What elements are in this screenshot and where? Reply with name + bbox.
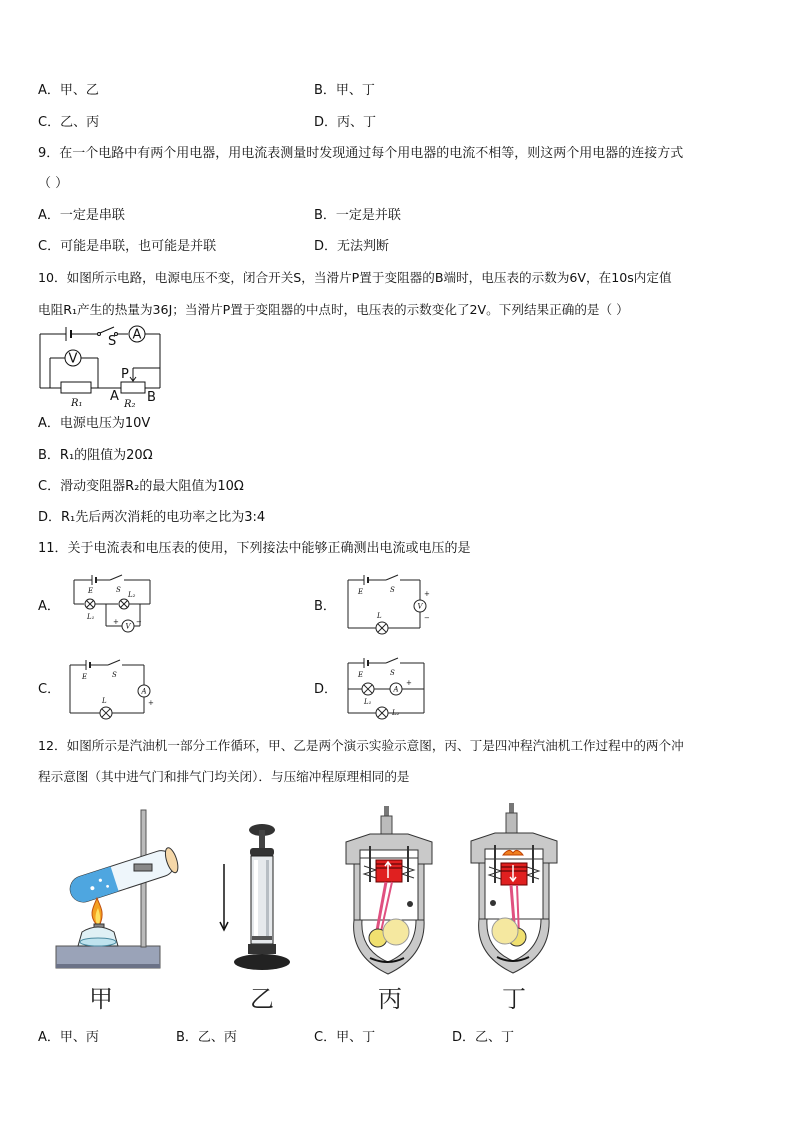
q11-circuit-d — [344, 657, 434, 723]
q11b-v-label: V — [417, 602, 423, 611]
q11a-plus-label: + — [113, 618, 119, 626]
q9-option-d[interactable]: D．无法判断 — [314, 239, 390, 254]
q11a-s-label: S — [116, 586, 121, 594]
q11c-s-label: S — [112, 671, 117, 679]
q10-stem-line2: 电阻R₁产生的热量为36J；当滑片P置于变阻器的中点时，电压表的示数变化了2V。下列结果正确的是（ ） — [38, 302, 629, 317]
q11a-e-label: E — [88, 587, 94, 595]
q12-figure-bing-engine-stroke — [340, 806, 440, 982]
q11-circuit-a — [70, 574, 156, 638]
q11c-a-label: A — [141, 687, 147, 696]
q10-switch-label: S — [108, 334, 117, 349]
q12-label-jia: 甲 — [89, 985, 113, 1013]
q12-figure-jia-test-tube-heating — [50, 806, 180, 1006]
q12-figure-labels — [0, 980, 794, 1020]
q8-option-d[interactable]: D．丙、丁 — [314, 115, 377, 130]
q12-option-b[interactable]: B．乙、丙 — [176, 1030, 237, 1045]
q10-r2-label: R₂ — [124, 399, 136, 410]
q9-option-a[interactable]: A．一定是串联 — [38, 208, 125, 223]
q10-r1-label: R₁ — [71, 398, 83, 409]
q11c-plus-label: + — [148, 699, 154, 707]
q11a-minus-label: − — [136, 618, 142, 626]
q11-option-d[interactable]: D． — [314, 682, 338, 697]
q11d-l1-label: L₁ — [364, 698, 372, 706]
q11d-a-label: A — [393, 685, 399, 694]
q9-option-b[interactable]: B．一定是并联 — [314, 208, 401, 223]
q11-option-b[interactable]: B． — [314, 599, 336, 614]
q11-option-c[interactable]: C． — [38, 682, 61, 697]
q11a-l2-label: L₂ — [128, 591, 136, 599]
q10-option-d[interactable]: D．R₁先后两次消耗的电功率之比为3:4 — [38, 510, 266, 525]
q10-end-a-label: A — [110, 389, 119, 404]
q12-stem-line1: 12．如图所示是汽油机一部分工作循环，甲、乙是两个演示实验示意图，丙、丁是四冲程汽油机工作过程中的两个冲 — [38, 738, 684, 753]
q10-option-c[interactable]: C．滑动变阻器R₂的最大阻值为10Ω — [38, 479, 244, 494]
q11b-minus-label: − — [424, 614, 430, 622]
q12-stem-line2: 程示意图（其中进气门和排气门均关闭）．与压缩冲程原理相同的是 — [38, 769, 410, 784]
q10-circuit-diagram — [36, 324, 166, 410]
q12-figure-yi-air-compression — [214, 820, 304, 980]
q10-stem-line1: 10．如图所示电路，电源电压不变，闭合开关S，当滑片P置于变阻器的B端时，电压表的示数为6V，在10s内定值 — [38, 270, 672, 285]
q12-label-bing: 丙 — [378, 985, 402, 1013]
q11d-s-label: S — [390, 669, 395, 677]
q11-stem: 11．关于电流表和电压表的使用，下列接法中能够正确测出电流或电压的是 — [38, 541, 471, 556]
q8-option-b[interactable]: B．甲、丁 — [314, 83, 375, 98]
q10-end-b-label: B — [147, 390, 156, 405]
q9-stem-line2: （ ） — [38, 176, 69, 191]
q11d-e-label: E — [358, 671, 364, 679]
q12-option-c[interactable]: C．甲、丁 — [314, 1030, 376, 1045]
q11-circuit-c — [66, 659, 156, 721]
q11-circuit-b — [344, 574, 430, 636]
q9-option-c[interactable]: C．可能是串联，也可能是并联 — [38, 239, 217, 254]
q8-option-a[interactable]: A．甲、乙 — [38, 83, 99, 98]
q12-option-a[interactable]: A．甲、丙 — [38, 1030, 99, 1045]
q11b-plus-label: + — [424, 590, 430, 598]
q11c-l-label: L — [102, 697, 107, 705]
q12-option-d[interactable]: D．乙、丁 — [452, 1030, 515, 1045]
q10-option-b[interactable]: B．R₁的阻值为20Ω — [38, 448, 153, 463]
q11c-e-label: E — [82, 673, 88, 681]
q10-ammeter-label: A — [132, 327, 142, 343]
q11d-plus-label: + — [406, 679, 412, 687]
q11b-e-label: E — [358, 588, 364, 596]
q11b-l-label: L — [377, 612, 382, 620]
q12-figure-ding-engine-stroke — [465, 803, 565, 981]
q11b-s-label: S — [390, 586, 395, 594]
q11a-v-label: V — [125, 622, 131, 631]
q12-label-ding: 丁 — [502, 985, 526, 1013]
q8-option-c[interactable]: C．乙、丙 — [38, 115, 100, 130]
q9-stem-line1: 9．在一个电路中有两个用电器，用电流表测量时发现通过每个用电器的电流不相等，则这两个用电器的连接方式 — [38, 146, 684, 161]
q10-slider-label: P — [121, 367, 129, 382]
q12-label-yi: 乙 — [250, 985, 274, 1013]
q11d-l2-label: L₂ — [392, 709, 400, 717]
q11-option-a[interactable]: A． — [38, 599, 60, 614]
q10-option-a[interactable]: A．电源电压为10V — [38, 416, 151, 431]
q10-voltmeter-label: V — [68, 351, 78, 367]
q11a-l1-label: L₁ — [87, 613, 95, 621]
